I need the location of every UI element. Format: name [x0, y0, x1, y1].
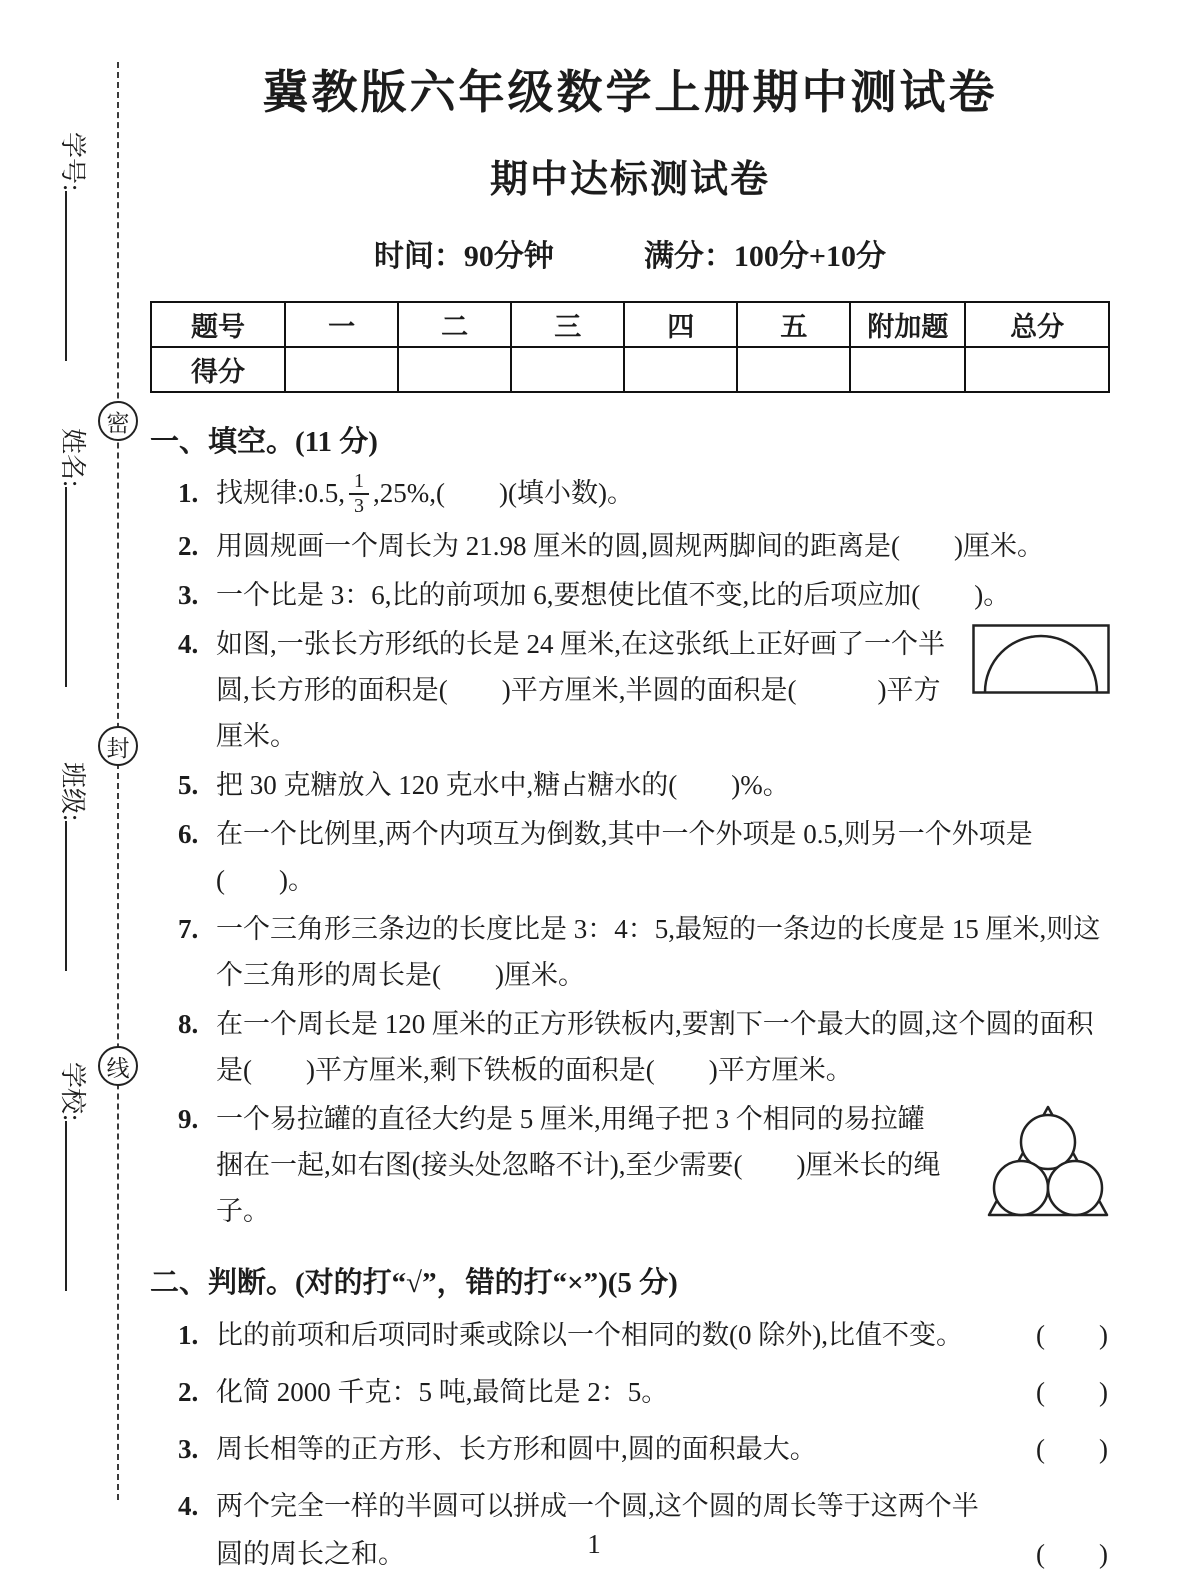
question-text: 在一个比例里,两个内项互为倒数,其中一个外项是 0.5,则另一个外项是( )。	[216, 818, 1033, 895]
student-id-label: 学号:	[58, 132, 88, 192]
three-cans-rope-figure	[986, 1104, 1110, 1220]
score-empty-cell	[398, 347, 511, 392]
exam-info-line	[150, 231, 1110, 275]
fill-blank-question-item	[150, 470, 1110, 520]
seal-dashed-line	[117, 62, 119, 1500]
answer-bracket: ( )	[1036, 1433, 1108, 1464]
question-text: 在一个周长是 120 厘米的正方形铁板内,要割下一个最大的圆,这个圆的面积是( )平方厘米,剩下铁板的面积是( )平方厘米。	[216, 1008, 1094, 1085]
score-empty-cell	[511, 347, 624, 392]
rectangle-with-semicircle-figure	[972, 624, 1110, 694]
page-number: 1	[587, 1529, 601, 1559]
score-empty-cell	[737, 347, 850, 392]
question-number: 4.	[178, 628, 199, 659]
question-number: 7.	[178, 913, 199, 944]
class-label: 班级:	[58, 762, 88, 822]
score-table-header-cell: 五	[737, 302, 850, 347]
question-text: 两个完全一样的半圆可以拼成一个圆,这个圆的周长等于这两个半圆的周长之和。	[216, 1490, 979, 1569]
score-table-header-cell: 附加题	[850, 302, 965, 347]
question-number: 8.	[178, 1008, 199, 1039]
full-score-text: 满分：100分+10分	[643, 240, 887, 273]
score-table-score-row	[151, 347, 1109, 392]
paper-title: 冀教版六年级数学上册期中测试卷	[262, 67, 998, 118]
fraction-one-third: $\frac{1}{3}$	[349, 470, 369, 518]
fill-blank-question-item	[150, 1001, 1110, 1093]
seal-character-mi: 密	[98, 401, 138, 441]
question-text: 化简 2000 千克：5 吨,最简比是 2：5。	[216, 1376, 669, 1407]
score-table-header-cell: 二	[398, 302, 511, 347]
score-table-header-cell: 总分	[965, 302, 1109, 347]
answer-bracket: ( )	[1036, 1538, 1108, 1569]
section-2-heading-label: 二、判断。	[150, 1266, 296, 1299]
section-2-heading	[150, 1260, 1110, 1301]
question-text: 用圆规画一个周长为 21.98 厘米的圆,圆规两脚间的距离是( )厘米。	[216, 530, 1044, 561]
score-row-label: 得分	[151, 347, 285, 392]
class-field	[58, 762, 92, 971]
paper-subtitle: 期中达标测试卷	[489, 159, 770, 201]
score-table-header-row	[151, 302, 1109, 347]
answer-bracket: ( )	[1036, 1319, 1108, 1350]
judgment-question-item	[150, 1425, 1110, 1473]
student-name-label: 姓名:	[58, 428, 88, 488]
question-number: 3.	[178, 579, 199, 610]
question-text: 一个比是 3：6,比的前项加 6,要想使比值不变,比的后项应加( )。	[216, 579, 1011, 610]
question-text: 找规律:0.5, $\frac{1}{3}$ ,25%,( )(填小数)。	[216, 469, 634, 517]
question-number: 3.	[178, 1433, 199, 1464]
score-empty-cell	[850, 347, 965, 392]
section-1-heading: 一、填空。(11 分)	[150, 426, 378, 458]
seal-character-feng: 封	[98, 726, 138, 766]
question-text: 一个易拉罐的直径大约是 5 厘米,用绳子把 3 个相同的易拉罐捆在一起,如右图(接头处忽略不计),至少需要( )厘米长的绳子。	[216, 1103, 941, 1226]
question-number: 6.	[178, 818, 199, 849]
score-table-header-cell: 三	[511, 302, 624, 347]
section-2-heading-note: (对的打“√”，错的打“×”)(5 分)	[295, 1266, 678, 1299]
fill-blank-question-item	[150, 572, 1110, 618]
score-table-corner-cell: 题号	[151, 302, 285, 347]
score-table-header-cell: 四	[624, 302, 737, 347]
judgment-question-item	[150, 1368, 1110, 1416]
question-number: 2.	[178, 530, 199, 561]
section-1-items	[150, 470, 1110, 1234]
student-id-blank-line	[65, 191, 85, 361]
answer-bracket: ( )	[1036, 1376, 1108, 1407]
score-empty-cell	[624, 347, 737, 392]
main-content	[150, 56, 1110, 1586]
question-number: 9.	[178, 1103, 199, 1134]
school-blank-line	[65, 1121, 85, 1291]
fill-blank-question-item	[150, 811, 1110, 903]
seal-character-xian: 线	[98, 1046, 138, 1086]
question-number: 2.	[178, 1376, 199, 1407]
school-label: 学校:	[58, 1062, 88, 1122]
question-text: 如图,一张长方形纸的长是 24 厘米,在这张纸上正好画了一个半圆,长方形的面积是( )平方厘米,半圆的面积是( )平方厘米。	[216, 628, 945, 751]
time-limit-text: 时间：90分钟	[373, 240, 554, 273]
question-text: 周长相等的正方形、长方形和圆中,圆的面积最大。	[216, 1433, 817, 1464]
question-text: 一个三角形三条边的长度比是 3：4：5,最短的一条边的长度是 15 厘米,则这个三角形的周长是( )厘米。	[216, 913, 1101, 990]
fill-blank-question-item	[150, 1096, 1110, 1234]
question-number: 1.	[178, 1319, 199, 1350]
question-number: 4.	[178, 1490, 199, 1521]
fill-blank-question-item	[150, 762, 1110, 808]
score-empty-cell	[285, 347, 398, 392]
question-text: 把 30 克糖放入 120 克水中,糖占糖水的( )%。	[216, 769, 790, 800]
score-table-header-cell: 一	[285, 302, 398, 347]
question-number: 1.	[178, 478, 199, 508]
fill-blank-question-item	[150, 906, 1110, 998]
school-field	[58, 1062, 92, 1291]
score-empty-cell	[965, 347, 1109, 392]
score-table	[150, 301, 1110, 393]
fill-blank-question-item	[150, 523, 1110, 569]
class-blank-line	[65, 821, 85, 971]
student-name-blank-line	[65, 487, 85, 687]
student-id-field	[58, 132, 92, 361]
student-name-field	[58, 428, 92, 687]
question-number: 5.	[178, 769, 199, 800]
judgment-question-item	[150, 1311, 1110, 1359]
fill-blank-question-item	[150, 621, 1110, 759]
question-text: 比的前项和后项同时乘或除以一个相同的数(0 除外),比值不变。	[216, 1319, 963, 1350]
